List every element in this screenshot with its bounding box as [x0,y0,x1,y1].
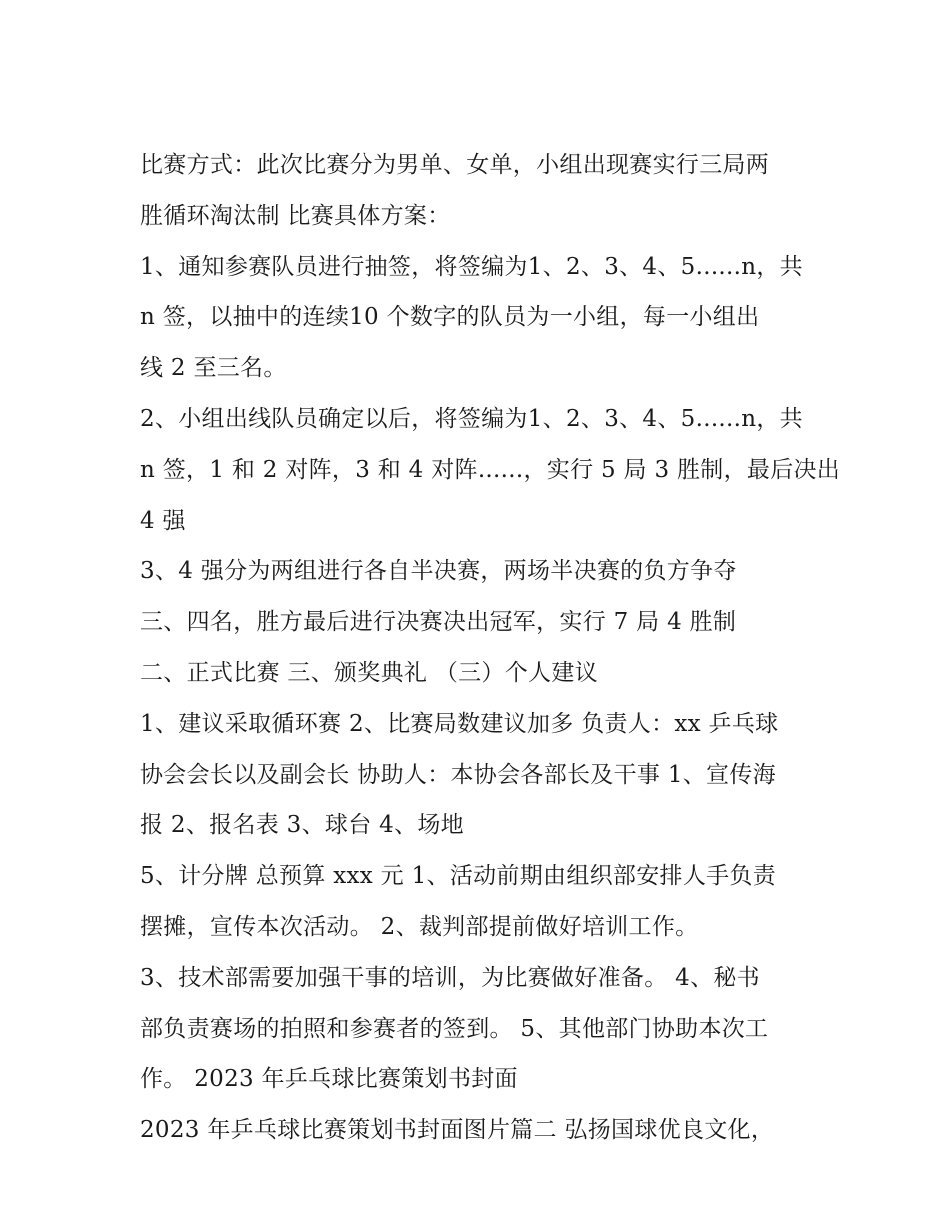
text-line-20: 2023 年乒乓球比赛策划书封面图片篇二 弘扬国球优良文化， [140,1117,775,1144]
text-line-15: 5、计分牌 总预算 xxx 元 1、活动前期由组织部安排人手负责 [140,863,777,890]
document-body [140,140,841,1156]
text-line-4: n 签，以抽中的连续10 个数字的队员为一小组，每一小组出 [140,304,760,331]
text-line-2: 胜循环淘汰制 比赛具体方案： [140,202,451,229]
text-line-10: 三、四名，胜方最后进行决赛决出冠军，实行 7 局 4 胜制 [140,609,737,636]
text-line-13: 协会会长以及副会长 协助人：本协会各部长及干事 1、宣传海 [140,761,776,788]
text-line-16: 摆摊，宣传本次活动。 2、裁判部提前做好培训工作。 [140,913,699,940]
text-line-19: 作。 2023 年乒乓球比赛策划书封面 [140,1066,518,1093]
text-line-9: 3、4 强分为两组进行各自半决赛，两场半决赛的负方争夺 [140,558,737,585]
text-line-8: 4 强 [140,507,186,534]
text-line-5: 线 2 至三名。 [140,355,287,382]
text-line-3: 1、通知参赛队员进行抽签，将签编为1、2、3、4、5......n，共 [140,253,803,280]
text-line-11: 二、正式比赛 三、颁奖典礼 （三）个人建议 [140,659,598,686]
text-line-18: 部负责赛场的拍照和参赛者的签到。 5、其他部门协助本次工 [140,1015,769,1042]
text-line-1: 比赛方式：此次比赛分为男单、女单，小组出现赛实行三局两 [140,152,770,178]
text-line-17: 3、技术部需要加强干事的培训，为比赛做好准备。 4、秘书 [140,964,760,991]
text-line-12: 1、建议采取循环赛 2、比赛局数建议加多 负责人：xx 乒乓球 [140,710,779,737]
text-line-6: 2、小组出线队员确定以后，将签编为1、2、3、4、5......n，共 [140,405,803,432]
text-line-14: 报 2、报名表 3、球台 4、场地 [140,812,464,839]
text-line-7: n 签，1 和 2 对阵，3 和 4 对阵......，实行 5 局 3 胜制，最后决出 [140,456,841,483]
